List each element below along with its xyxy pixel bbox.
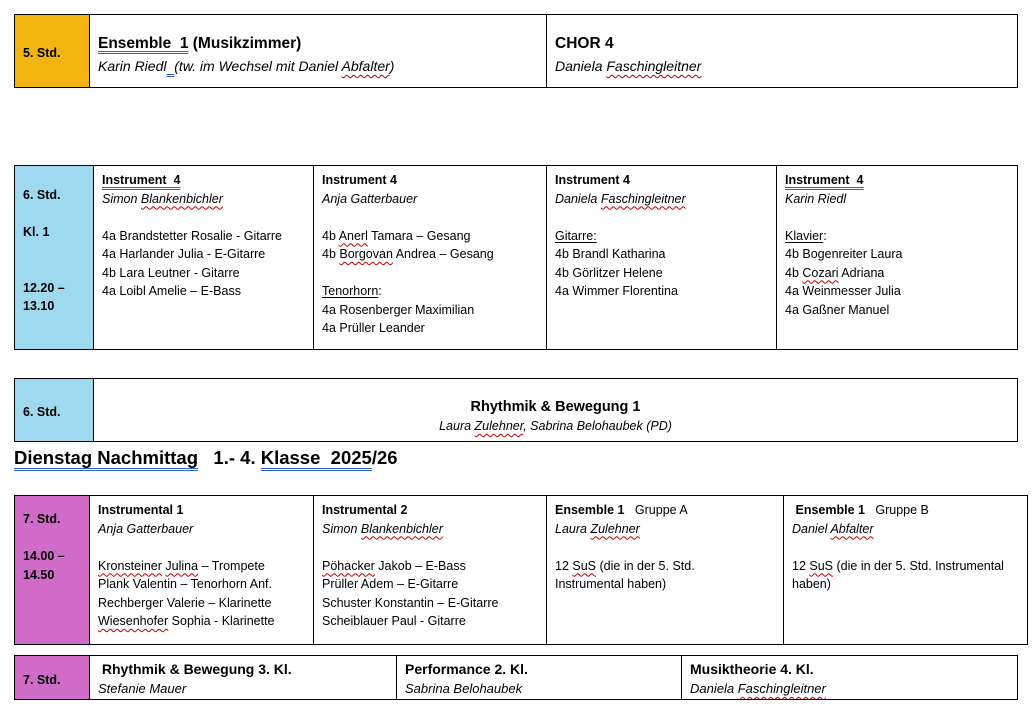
- teacher-line: [322, 520, 538, 539]
- teacher-first-name: Simon: [322, 521, 361, 536]
- period-label: 7. Std.: [23, 672, 61, 687]
- teacher-line: [555, 520, 775, 539]
- student-entry: Schuster Konstantin – E-Gitarre: [322, 595, 499, 610]
- group-label: [322, 282, 538, 301]
- student-class: 4b: [322, 228, 339, 243]
- section-heading: [14, 447, 398, 469]
- student-rest: Sophia - Klarinette: [168, 614, 275, 628]
- spacer: [23, 260, 85, 279]
- student-entry: 4b Görlitzer Helene: [555, 265, 663, 280]
- spacer: [23, 205, 85, 224]
- teacher-line: Sabrina Belohaubek: [405, 681, 523, 696]
- student-entry: 4a Gaßner Manuel: [785, 302, 890, 317]
- group-label-text: Tenorhorn: [322, 284, 379, 298]
- misspelled-word: Anerl: [338, 228, 368, 243]
- student-entry: 4b Lara Leutner - Gitarre: [102, 265, 240, 280]
- spacer: [322, 264, 538, 283]
- period-6-rhythmik-table: [14, 378, 1018, 442]
- group-label: [785, 227, 1009, 246]
- course-title: Instrumental 2: [322, 503, 408, 517]
- note-line: Instrumental haben): [555, 577, 667, 591]
- student-rest: Andrea – Gesang: [392, 247, 494, 261]
- misspelled-word: Kronsteiner: [98, 558, 162, 573]
- teacher-first-name: Laura: [439, 419, 475, 433]
- teacher-first-name: Laura: [555, 521, 591, 536]
- misspelled-word: Blankenbichler: [360, 521, 443, 536]
- teacher-line: [792, 520, 1019, 539]
- time-end: 13.10: [23, 299, 55, 313]
- period-6-label-cell: [15, 379, 93, 441]
- student-entry: [98, 612, 305, 631]
- course-title: [98, 33, 538, 55]
- teacher-note: (tw. im Wechsel mit Daniel: [174, 58, 342, 74]
- spacer: [555, 538, 775, 557]
- misspelled-word: Faschingleitner: [600, 191, 686, 206]
- misspelled-word: Borgovan: [339, 247, 393, 261]
- student-entry: Scheiblauer Paul - Gitarre: [322, 614, 466, 628]
- period-7-instrumental-table: [14, 495, 1028, 645]
- course-title-underlined: Instrument 4: [785, 173, 864, 187]
- spacer: [792, 538, 1019, 557]
- teacher-first-name: Daniela: [690, 681, 738, 696]
- period-label: 6. Std.: [23, 405, 61, 420]
- heading-plain-2: /26: [371, 447, 398, 468]
- misspelled-word: Zulehner: [474, 419, 524, 433]
- rhythmik-bewegung-3kl-cell: [89, 656, 396, 699]
- group-suffix: Gruppe A: [624, 503, 688, 517]
- student-entry: Plank Valentin – Tenorhorn Anf.: [98, 577, 272, 591]
- teacher-line: Stefanie Mauer: [98, 681, 187, 696]
- course-title-bold: Ensemble 1: [555, 503, 625, 517]
- course-title: Instrumental 1: [98, 503, 184, 517]
- note-rest: (die in der 5. Std.: [596, 558, 695, 573]
- teacher-line: [102, 417, 1009, 436]
- student-entry: Prüller Adem – E-Gitarre: [322, 577, 459, 591]
- period-5-label-cell: [15, 15, 89, 87]
- instrument4-faschingleitner-cell: [546, 166, 776, 349]
- student-entry: 4b Brandl Katharina: [555, 247, 666, 261]
- group-label-colon: :: [378, 284, 382, 298]
- note-line: haben): [792, 577, 831, 591]
- ensemble-1-gruppe-a-cell: [546, 496, 783, 644]
- course-title-rest: (Musikzimmer): [188, 35, 302, 52]
- course-title: [785, 171, 1009, 190]
- misspelled-word: Wiesenhofer: [98, 614, 169, 628]
- course-title: Performance 2. Kl.: [405, 661, 528, 677]
- student-entry: [98, 557, 305, 576]
- teacher-first-name: Simon: [102, 191, 141, 206]
- note-count: 12: [555, 558, 573, 573]
- period-label: 7. Std.: [23, 512, 61, 526]
- period-7-label-cell: [15, 496, 89, 644]
- spacer: [322, 208, 538, 227]
- course-title-underlined: Instrument 4: [102, 173, 181, 187]
- time-end: 14.50: [23, 567, 55, 582]
- instrumental-2-cell: [313, 496, 546, 644]
- chor-4-cell: [546, 15, 1017, 87]
- period-label: 5. Std.: [23, 46, 61, 61]
- period-5-table: [14, 14, 1018, 88]
- note-rest: (die in der 5. Std. Instrumental: [833, 558, 1004, 573]
- student-entry: [322, 245, 538, 264]
- student-rest: Tamara – Gesang: [367, 228, 471, 243]
- course-title-underlined: Ensemble 1: [98, 35, 189, 52]
- spacer: [785, 208, 1009, 227]
- period-6-instrument-table: [14, 165, 1018, 350]
- course-title: Instrument 4: [322, 173, 398, 187]
- student-entry: 4a Prüller Leander: [322, 321, 425, 335]
- performance-2kl-cell: [396, 656, 681, 699]
- teacher-rest: , Sabrina Belohaubek (PD): [523, 419, 672, 433]
- period-label: 6. Std.: [23, 188, 61, 202]
- teacher-line: Anja Gatterbauer: [322, 191, 418, 206]
- student-entry: 4b Bogenreiter Laura: [785, 247, 903, 261]
- time-start: 12.20 –: [23, 280, 65, 295]
- student-entry: [785, 264, 1009, 283]
- ensemble-1-cell: [89, 15, 546, 87]
- student-rest: – Trompete: [198, 558, 265, 573]
- group-label-colon: :: [593, 228, 597, 243]
- spacer: [102, 208, 305, 227]
- spacer: [98, 538, 305, 557]
- instrument4-blankenbichler-cell: [93, 166, 313, 349]
- course-title: CHOR 4: [555, 35, 614, 52]
- student-entry: 4a Brandstetter Rosalie - Gitarre: [102, 228, 282, 243]
- course-title: [792, 501, 1019, 520]
- student-class: 4b: [785, 265, 803, 280]
- period-7-label-cell: [15, 656, 89, 699]
- student-entry: 4a Weinmesser Julia: [785, 284, 901, 298]
- heading-plain-1: 1.- 4.: [198, 447, 261, 468]
- teacher-line: [98, 55, 538, 77]
- student-entry: [322, 557, 538, 576]
- class-label: Kl. 1: [23, 225, 50, 239]
- course-title: [555, 501, 775, 520]
- student-rest: Adriana: [838, 265, 885, 280]
- instrument4-riedl-cell: [776, 166, 1017, 349]
- student-rest: Jakob – E-Bass: [374, 558, 466, 573]
- misspelled-word: Zulehner: [590, 521, 640, 536]
- teacher-line: [102, 190, 305, 209]
- teacher-line: [690, 679, 1009, 699]
- spacer: [322, 538, 538, 557]
- course-title: Rhythmik & Bewegung 1: [470, 399, 641, 415]
- spacer: [23, 529, 81, 548]
- student-class: 4b: [322, 247, 340, 261]
- note-line: [792, 557, 1019, 576]
- teacher-first-name: Daniela: [555, 191, 601, 206]
- teacher-first-name: Daniel: [792, 521, 831, 536]
- student-entry: 4a Harlander Julia - E-Gitarre: [102, 247, 266, 261]
- period-6-label-cell: [15, 166, 93, 349]
- spacer: [23, 242, 85, 261]
- group-label: [555, 227, 768, 246]
- group-suffix: Gruppe B: [864, 503, 929, 517]
- instrumental-1-cell: [89, 496, 313, 644]
- student-entry: Rechberger Valerie – Klarinette: [98, 595, 272, 610]
- teacher-line: Karin Riedl: [785, 191, 847, 206]
- misspelled-word: Pöhacker: [322, 558, 375, 573]
- ensemble-1-gruppe-b-cell: [783, 496, 1027, 644]
- misspelled-word: Cozari: [802, 265, 839, 280]
- spacer: [555, 208, 768, 227]
- course-title: Rhythmik & Bewegung 3. Kl.: [98, 661, 292, 677]
- misspelled-word: Abfalter: [830, 521, 874, 536]
- note-line: [555, 557, 775, 576]
- group-label-colon: :: [823, 228, 827, 243]
- group-label-text: Gitarre: [555, 228, 594, 243]
- teacher-name: Karin Riedl: [98, 58, 167, 74]
- heading-underlined-1: Dienstag Nachmittag: [14, 447, 199, 468]
- course-title: Musiktheorie 4. Kl.: [690, 661, 814, 677]
- student-entry: 4a Rosenberger Maximilian: [322, 302, 475, 317]
- instrument4-gatterbauer-cell: [313, 166, 546, 349]
- heading-underlined-2: Klasse 2025: [260, 447, 372, 468]
- rhythmik-bewegung-1-cell: [93, 379, 1017, 441]
- misspelled-word: Faschingleitner: [606, 58, 702, 74]
- teacher-first-name: Daniela: [555, 58, 607, 74]
- teacher-line: Anja Gatterbauer: [98, 521, 194, 536]
- misspelled-word: SuS: [809, 558, 834, 573]
- course-title-bold: Ensemble 1: [792, 503, 865, 517]
- time-start: 14.00 –: [23, 549, 65, 563]
- period-7-theory-table: [14, 655, 1018, 700]
- student-entry: [322, 227, 538, 246]
- misspelled-word: SuS: [572, 558, 597, 573]
- teacher-note-close: ): [389, 58, 395, 74]
- teacher-line: [555, 190, 768, 209]
- course-title: Instrument 4: [555, 173, 631, 187]
- teacher-line: [555, 55, 1009, 77]
- misspelled-word: Abfalter: [341, 58, 390, 74]
- misspelled-word: Faschingleitner: [737, 681, 826, 696]
- course-title: [102, 171, 305, 190]
- misspelled-word: Blankenbichler: [140, 191, 223, 206]
- student-entry: 4a Loibl Amelie – E-Bass: [102, 284, 241, 298]
- misspelled-word: Julina: [165, 558, 199, 573]
- musiktheorie-4kl-cell: [681, 656, 1017, 699]
- note-count: 12: [792, 558, 810, 573]
- group-label-text: Klavier: [785, 228, 824, 243]
- student-entry: 4a Wimmer Florentina: [555, 284, 678, 298]
